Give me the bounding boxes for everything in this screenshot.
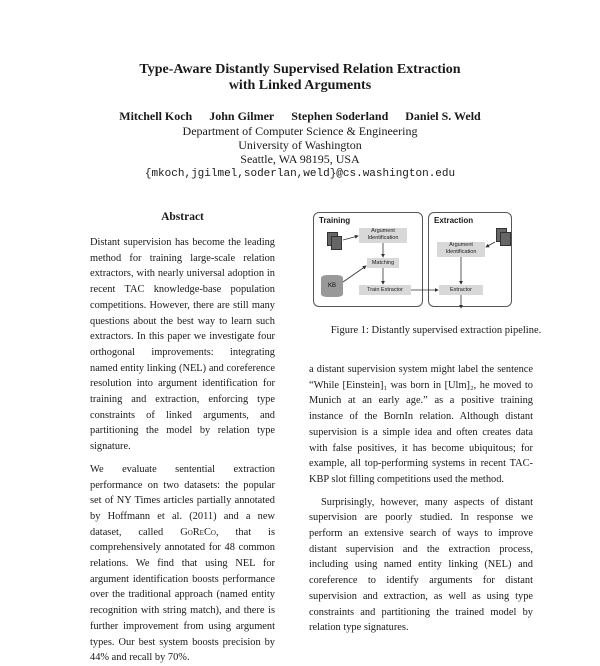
extractor-box: Extractor bbox=[439, 285, 483, 295]
email: {mkoch,jgilmel,soderlan,weld}@cs.washington.edu bbox=[144, 168, 456, 180]
train-extractor-box: Train Extractor bbox=[359, 285, 411, 295]
training-label: Training bbox=[319, 216, 351, 225]
affiliation: Department of Computer Science & Engineering bbox=[182, 124, 418, 138]
figure-caption: Figure 1: Distantly supervised extraction pipeline. bbox=[330, 325, 542, 336]
abstract-paragraph: We evaluate sentential extraction performance on two datasets: the popular set of NY Times articles partially annotated by Hoffmann et al. (2011) and a new dataset, called GoReCo, that is comprehensively annotated for 48 common relations. We find that using NEL for argument identification boosts performance over the traditional approach (named entity recognition with string match), and there is further improvement from using argument types. Our best system boosts precision by 44% and recall by 70%. bbox=[90, 463, 275, 664]
body-paragraph: Surprisingly, however, many aspects of distant supervision are poorly studied. In response we perform an extensive search of ways to improve distant supervision and the extraction process, including using named entity linking (NEL) and coreference to identify arguments for distant supervision and extraction, as well as using type constraints and partitioning the trained model by relation type signatures. bbox=[309, 496, 533, 634]
paper-title-line1: Type-Aware Distantly Supervised Relation Extraction bbox=[139, 62, 461, 77]
argument-identification-box: Argument Identification bbox=[359, 228, 407, 243]
kb-icon: KB bbox=[321, 275, 343, 297]
author: Daniel S. Weld bbox=[405, 109, 481, 123]
right-column-body bbox=[309, 362, 533, 634]
author: Stephen Soderland bbox=[291, 109, 389, 123]
author-list bbox=[0, 109, 600, 124]
paper-title-line2: with Linked Arguments bbox=[228, 78, 372, 93]
extraction-label: Extraction bbox=[434, 216, 474, 225]
dataset-name: GoReCo bbox=[180, 526, 216, 538]
author: Mitchell Koch bbox=[119, 109, 193, 123]
body-paragraph: a distant supervision system might label the sentence “While [Einstein]₁ was born in [Ulm]₂, he moved to Munich at an early age.” as a positive training instance of the BornIn relation. Although distant supervision is a simple idea and often creates data with false positives, it has become ubiquitous; for example, all top-performing systems in recent TAC-KBP slot filling competitions used the method. bbox=[309, 364, 533, 485]
pipeline-figure bbox=[313, 212, 563, 312]
matching-box: Matching bbox=[367, 258, 399, 268]
pipeline-arrows bbox=[313, 212, 563, 312]
argument-identification-box: Argument Identification bbox=[437, 242, 485, 257]
address: Seattle, WA 98195, USA bbox=[240, 152, 360, 166]
abstract-paragraph: Distant supervision has become the leading method for training large-scale relation extractors, with nearly universal adoption in recent TAC knowledge-base population competitions. However, there are still many questions about the best way to learn such extractors. In this paper we investigate four orthogonal improvements: integrating named entity linking (NEL) and coreference resolution into argument identification for training and extraction, enforcing type constraints of linked arguments, and partitioning the model by relation type signature. bbox=[90, 237, 275, 453]
author: John Gilmer bbox=[209, 109, 275, 123]
abstract-body bbox=[90, 235, 275, 664]
abstract-heading: Abstract bbox=[161, 211, 204, 223]
university: University of Washington bbox=[238, 138, 362, 152]
